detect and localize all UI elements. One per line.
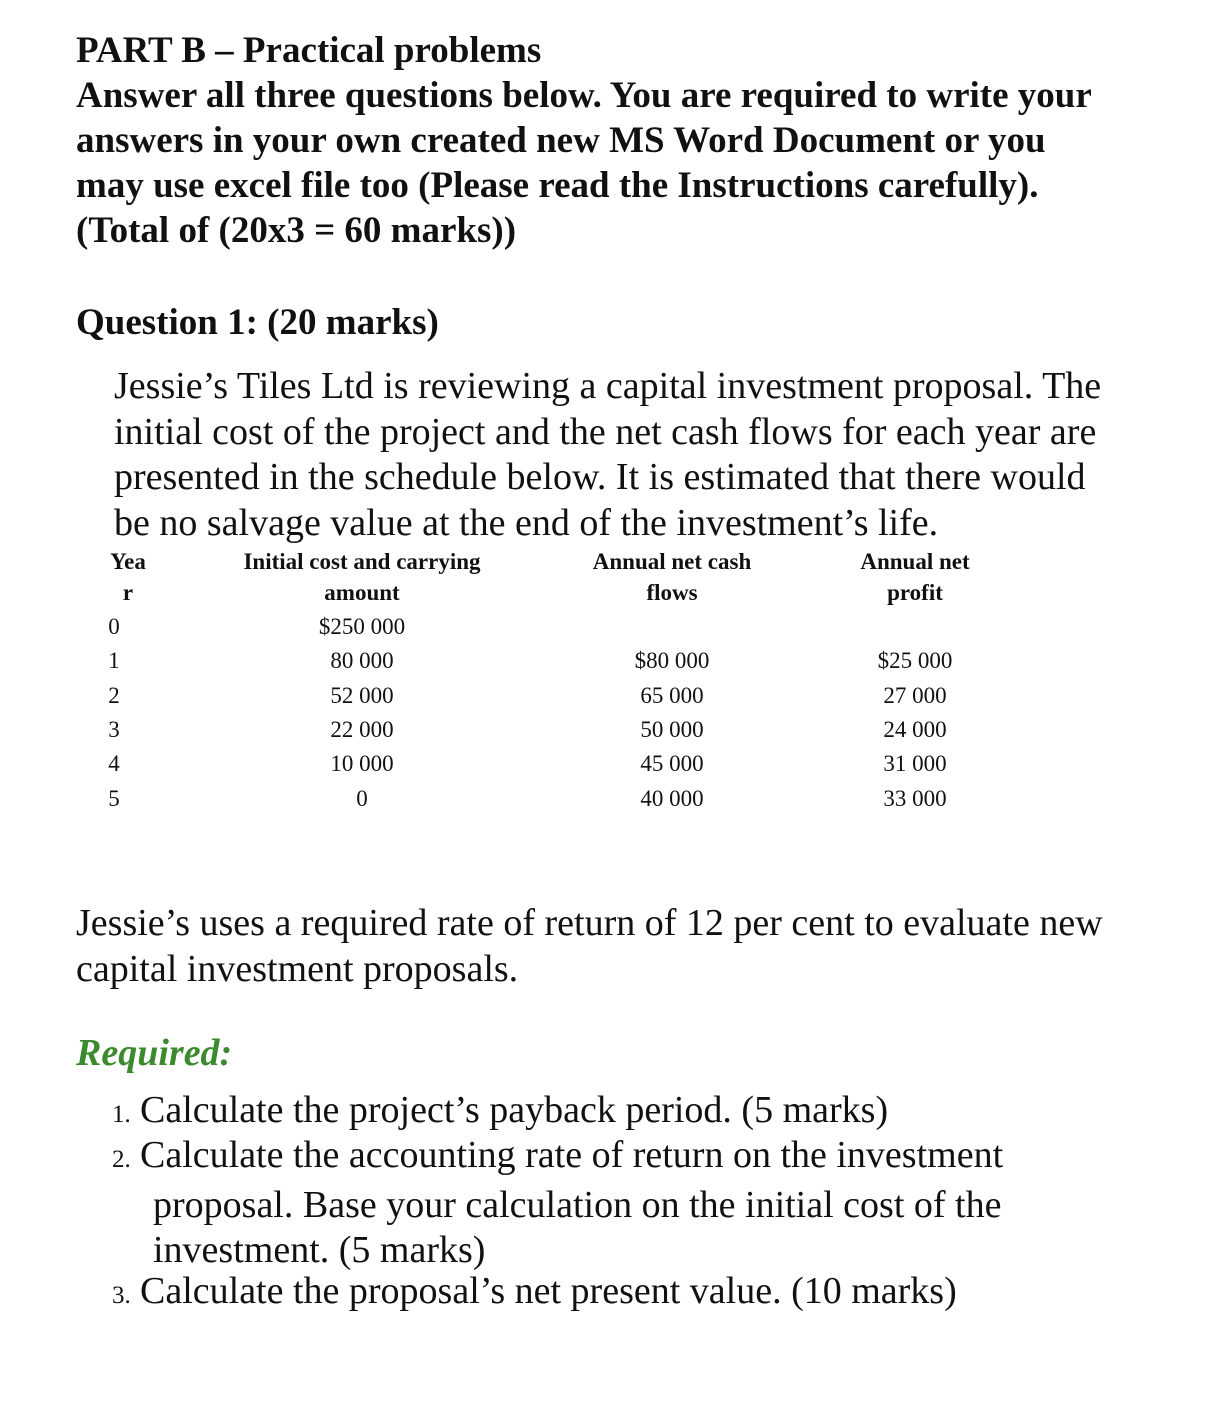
- cell-cash: $80 000: [634, 648, 710, 673]
- intro-line: be no salvage value at the end of the investment’s life.: [114, 501, 939, 544]
- header-line: may use excel file too (Please read the Instructions carefully).: [76, 165, 1039, 206]
- required-label: Required:: [76, 1032, 233, 1074]
- cell-cost: 10 000: [330, 751, 394, 776]
- required-item-2: [112, 1133, 1003, 1274]
- required-item-3: [112, 1269, 957, 1319]
- required-rate-paragraph: [76, 900, 1176, 992]
- intro-line: initial cost of the project and the net cash flows for each year are: [114, 410, 1097, 453]
- cell-cash: 65 000: [640, 683, 704, 708]
- question-intro: [114, 364, 1184, 546]
- header-line: answers in your own created new MS Word Document or you: [76, 120, 1046, 161]
- cell-cost: 0: [356, 786, 368, 811]
- cell-cost: 52 000: [330, 683, 394, 708]
- item-number: 1.: [112, 1101, 131, 1128]
- cell-cost: $250 000: [318, 614, 406, 639]
- cell-year: 3: [108, 717, 120, 742]
- header-line: Answer all three questions below. You are required to write your: [76, 75, 1092, 116]
- intro-line: Jessie’s Tiles Ltd is reviewing a capital investment proposal. The: [114, 365, 1102, 407]
- cell-profit: 33 000: [883, 786, 947, 811]
- cell-cost: 22 000: [330, 717, 394, 742]
- question-title: Question 1: (20 marks): [76, 302, 439, 343]
- cell-profit: 31 000: [883, 751, 947, 776]
- item-text: Calculate the accounting rate of return on the investment: [140, 1134, 1004, 1176]
- cell-cash: 45 000: [640, 751, 704, 776]
- header-annual-net-profit: Annual net profit: [860, 549, 970, 605]
- cell-profit: 24 000: [883, 717, 947, 742]
- required-item-1: [112, 1088, 888, 1138]
- item-number: 3.: [112, 1282, 131, 1309]
- item-text: Calculate the project’s payback period. (5 marks): [140, 1089, 889, 1131]
- header-annual-net-cash-flows: Annual net cash flows: [592, 549, 752, 605]
- cell-year: 0: [108, 614, 120, 639]
- header-line: PART B – Practical problems: [76, 30, 542, 71]
- cell-cost: 80 000: [330, 648, 394, 673]
- cell-year: 5: [108, 786, 120, 811]
- closing-line: Jessie’s uses a required rate of return of 12 per cent to evaluate new: [76, 902, 1103, 944]
- item-text-continued: investment. (5 marks): [153, 1229, 486, 1271]
- intro-line: presented in the schedule below. It is estimated that there would: [114, 456, 1086, 498]
- cell-year: 1: [108, 648, 120, 673]
- item-text: Calculate the proposal’s net present value. (10 marks): [140, 1270, 957, 1312]
- header-initial-cost: Initial cost and carrying amount: [243, 549, 481, 605]
- closing-line: capital investment proposals.: [76, 948, 519, 990]
- header-line: (Total of (20x3 = 60 marks)): [76, 210, 517, 251]
- cell-cash: 50 000: [640, 717, 704, 742]
- part-b-header: [76, 28, 1176, 253]
- cell-year: 2: [108, 683, 120, 708]
- cell-profit: $25 000: [877, 648, 953, 673]
- item-text-continued: proposal. Base your calculation on the initial cost of the: [153, 1183, 1002, 1226]
- item-number: 2.: [112, 1146, 131, 1173]
- cell-year: 4: [108, 751, 120, 776]
- cell-profit: 27 000: [883, 683, 947, 708]
- cell-cash: 40 000: [640, 786, 704, 811]
- header-year: Yea r: [110, 549, 146, 605]
